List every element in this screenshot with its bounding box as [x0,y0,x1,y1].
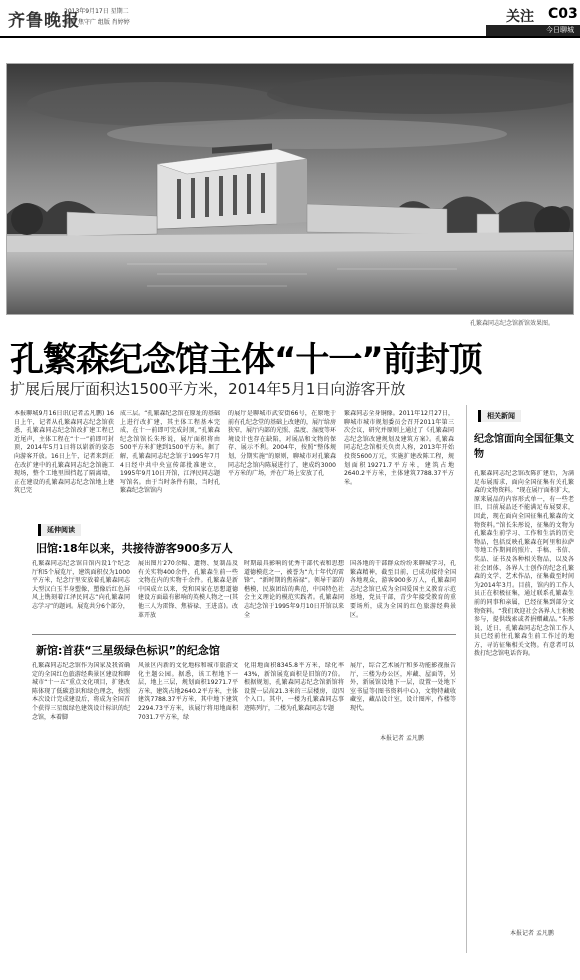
new-hall-col-2: 风景区内新的文化地标和城市旅游文化主题公园。据悉，该工程地下一层，地上三层，规划面积19271.7平方米，建筑占地2640.2平方米，主体建筑7788.37平方米，其中地下建筑2294.73平方米，该展厅将用地面积7031.7平方米，绿 [138,662,238,721]
section-label: 关注 [506,9,534,25]
old-hall-col-1: 孔繁森同志纪念馆自馆内设1个纪念厅和5个展览厅，建筑面积仅为1000平方米，纪念厅里安放着孔繁森同志大型汉白玉半身塑像，塑像后红色屏风上镌刻着江泽民同志“向孔繁森同志学习”的题词。展览共分6个部分， [32,560,130,610]
photo-caption: 孔繁森同志纪念馆新馆效果图。 [470,320,555,327]
date-line: 2013年9月17日 星期二 [64,8,129,15]
masthead [0,0,580,38]
new-hall-col-3: 化用地面积8345.8平方米，绿化率43%，新馆展览面积是旧馆的7倍。根据规划，孔繁森同志纪念馆新馆将设置一层高21.3米的三层楼房，设四个入口。其中，一楼为孔繁森同志事迹陈列厅，二楼为孔繁森同志专题 [244,662,344,712]
page-number: C03 [548,6,578,22]
body-col-3: 的展厅是聊城市武安街66号，在原地于前有孔纪念堂的基础上改建的，展厅给房狭窄，展厅内部的光照、温度、湿度等环境设计也存在缺陷，对展品和文物的保存、展示不利。2004年，按照“整体规划，分期实施”的原则，聊城市对孔繁森同志纪念馆内陈展进行了，建成约3000平方米的广场，并在广场上安放了孔 [228,410,336,478]
new-hall-title: 新馆:首获“三星级绿色标识”的纪念馆 [36,644,220,657]
sidebar-body: 孔繁森同志纪念馆改陈扩建后，为满足布展需求，面向全国征集有关孔繁森的文物资料。“现在展厅面积扩大，原来展品的内容形式单一，有一些老旧，目前展品还不能满足布展要求，因此，现在面向全国征集孔繁森的文物资料。”馆长朱彤说，征集的文物为孔繁森生前学习、工作和生活的历史物品，包括反映孔繁森在阿里和拉萨等地工作期间的照片、手稿、书信、奖品、证书及各种相关物品，以及各社会团体、各界人士创作的纪念孔繁森的文学、艺术作品，征集截至时间为2014年3月。目前，馆内的工作人员正在积极征集，通过联系孔繁森生前的同事和亲属，已经征集到部分文物资料。“我们欢迎社会各界人士积极参与，提供线索或者捐赠藏品。”朱彤说，近日，孔繁森同志纪念馆工作人员已经前往孔繁森生前工作过的地方，寻访征集相关文物。有意者可以拨打纪念馆电话咨询。 [474,470,574,658]
new-hall-col-4: 展厅，综合艺术展厅和多功能影视报告厅，三楼为办公区，库藏、屋面等，另外，新展馆设地下一层，设置一处地下室书屋等(图书资料中心)，文物特藏收藏室，藏品设计室，设计图库，作楼等现代。 [350,662,456,712]
body-col-4: 繁森同志全身铜像。2011年12月27日，聊城市城市规划委员会召开2011年第三次会议，研究并原则上通过了《孔繁森同志纪念馆改建规划及建筑方案》。孔繁森同志纪念馆相关负责人称，2013年开始投资5600万元，实施扩建改陈工程，规划面积19271.7平方米，建筑占地2640.2平方米，主体建筑7788.37平方米。 [344,410,454,486]
building-rendering-photo [6,63,574,315]
new-hall-col-1: 孔繁森同志纪念馆作为国家及我省确定的全国红色旅游经典景区建设和聊城市“十一五”重点文化项目，扩建改陈体现了低碳意识和绿色理念，按照本次设计完成建设后，将成为全国首个获得三星级绿色建筑设计标识的纪念馆，本着脚 [32,662,130,721]
column-divider [466,405,467,953]
extended-reading-tag: 延伸阅读 [38,524,81,536]
old-hall-col-4: 国各地的干部群众纷纷来聊城学习，孔繁森精神，截至目前，已成功接待全国各地观众，游客900多万人，孔繁森同志纪念馆已成为全国爱国主义教育示范基地，党员干部，青少年接受教育的重要场所，成为全国的红色旅游经典景区。 [350,560,456,619]
section-divider [32,634,456,635]
editor-line: 编辑 焦守广 组版 肖婷婷 [64,19,130,26]
sidebar-byline: 本报记者 孟凡鹏 [510,930,554,937]
body-col-1: 本报聊城9月16日讯(记者孟凡鹏) 16日上午，记者从孔繁森同志纪念馆获悉，孔繁森同志纪念馆改扩建工程已近尾声，主体工程在“十一”前即可封顶，2014年5月1日将以崭新的姿态向游客开放。16日上午，记者来到正在改扩建中的孔繁森同志纪念馆施工现场，整个工地里围挡起了隔离墙，正在建设的孔繁森同志纪念馆地上建筑已完 [14,410,114,495]
headline: 孔繁森纪念馆主体“十一”前封顶 [10,340,482,380]
sidebar-title: 纪念馆面向全国征集文物 [474,434,574,460]
related-news-tag: 相关新闻 [478,410,521,422]
reporter-byline: 本报记者 孟凡鹏 [380,735,424,742]
newspaper-logo: 齐鲁晚报 [8,11,80,31]
old-hall-col-3: 时期最具影响的优秀干部代表和思想道德模范之一，被誉为“九十年代的雷锋”、“新时期的焦裕禄”。领导干部的楷模，民族团结的典范，中国特色社会主义理论的模范实践者。孔繁森同志纪念馆于1995年9月10日开馆以来全 [244,560,344,619]
old-hall-col-2: 展出图片270余幅、遗物、复制品及有关实物400余件，孔繁森生前一些文物在内的实物千余件。孔繁森是新中国成立以来，党和国家在思想道德建设方面最有影响的英模人物之一(其他三人为雷锋、焦裕禄、王进喜)。改革开放 [138,560,238,619]
old-hall-title: 旧馆:18年以来，共接待游客900多万人 [36,542,233,555]
subheadline: 扩展后展厅面积达1500平方米，2014年5月1日向游客开放 [10,380,406,398]
body-col-2: 成三层。“孔繁森纪念馆在原址的基础上进行改扩建，其主体工程基本完成，在十一前即可完成封顶，”孔繁森纪念馆馆长朱彤说，展厅面积将由500平方米扩建到1500平方米。据了解，孔繁森同志纪念馆于1995年7月4日经中共中央宣传部批准建立，1995年9月10日开馆，江泽民同志题写馆名。由于当时条件有限，当时孔繁森纪念馆馆内 [120,410,220,495]
sub-section-label: 今日聊城 [486,25,580,36]
